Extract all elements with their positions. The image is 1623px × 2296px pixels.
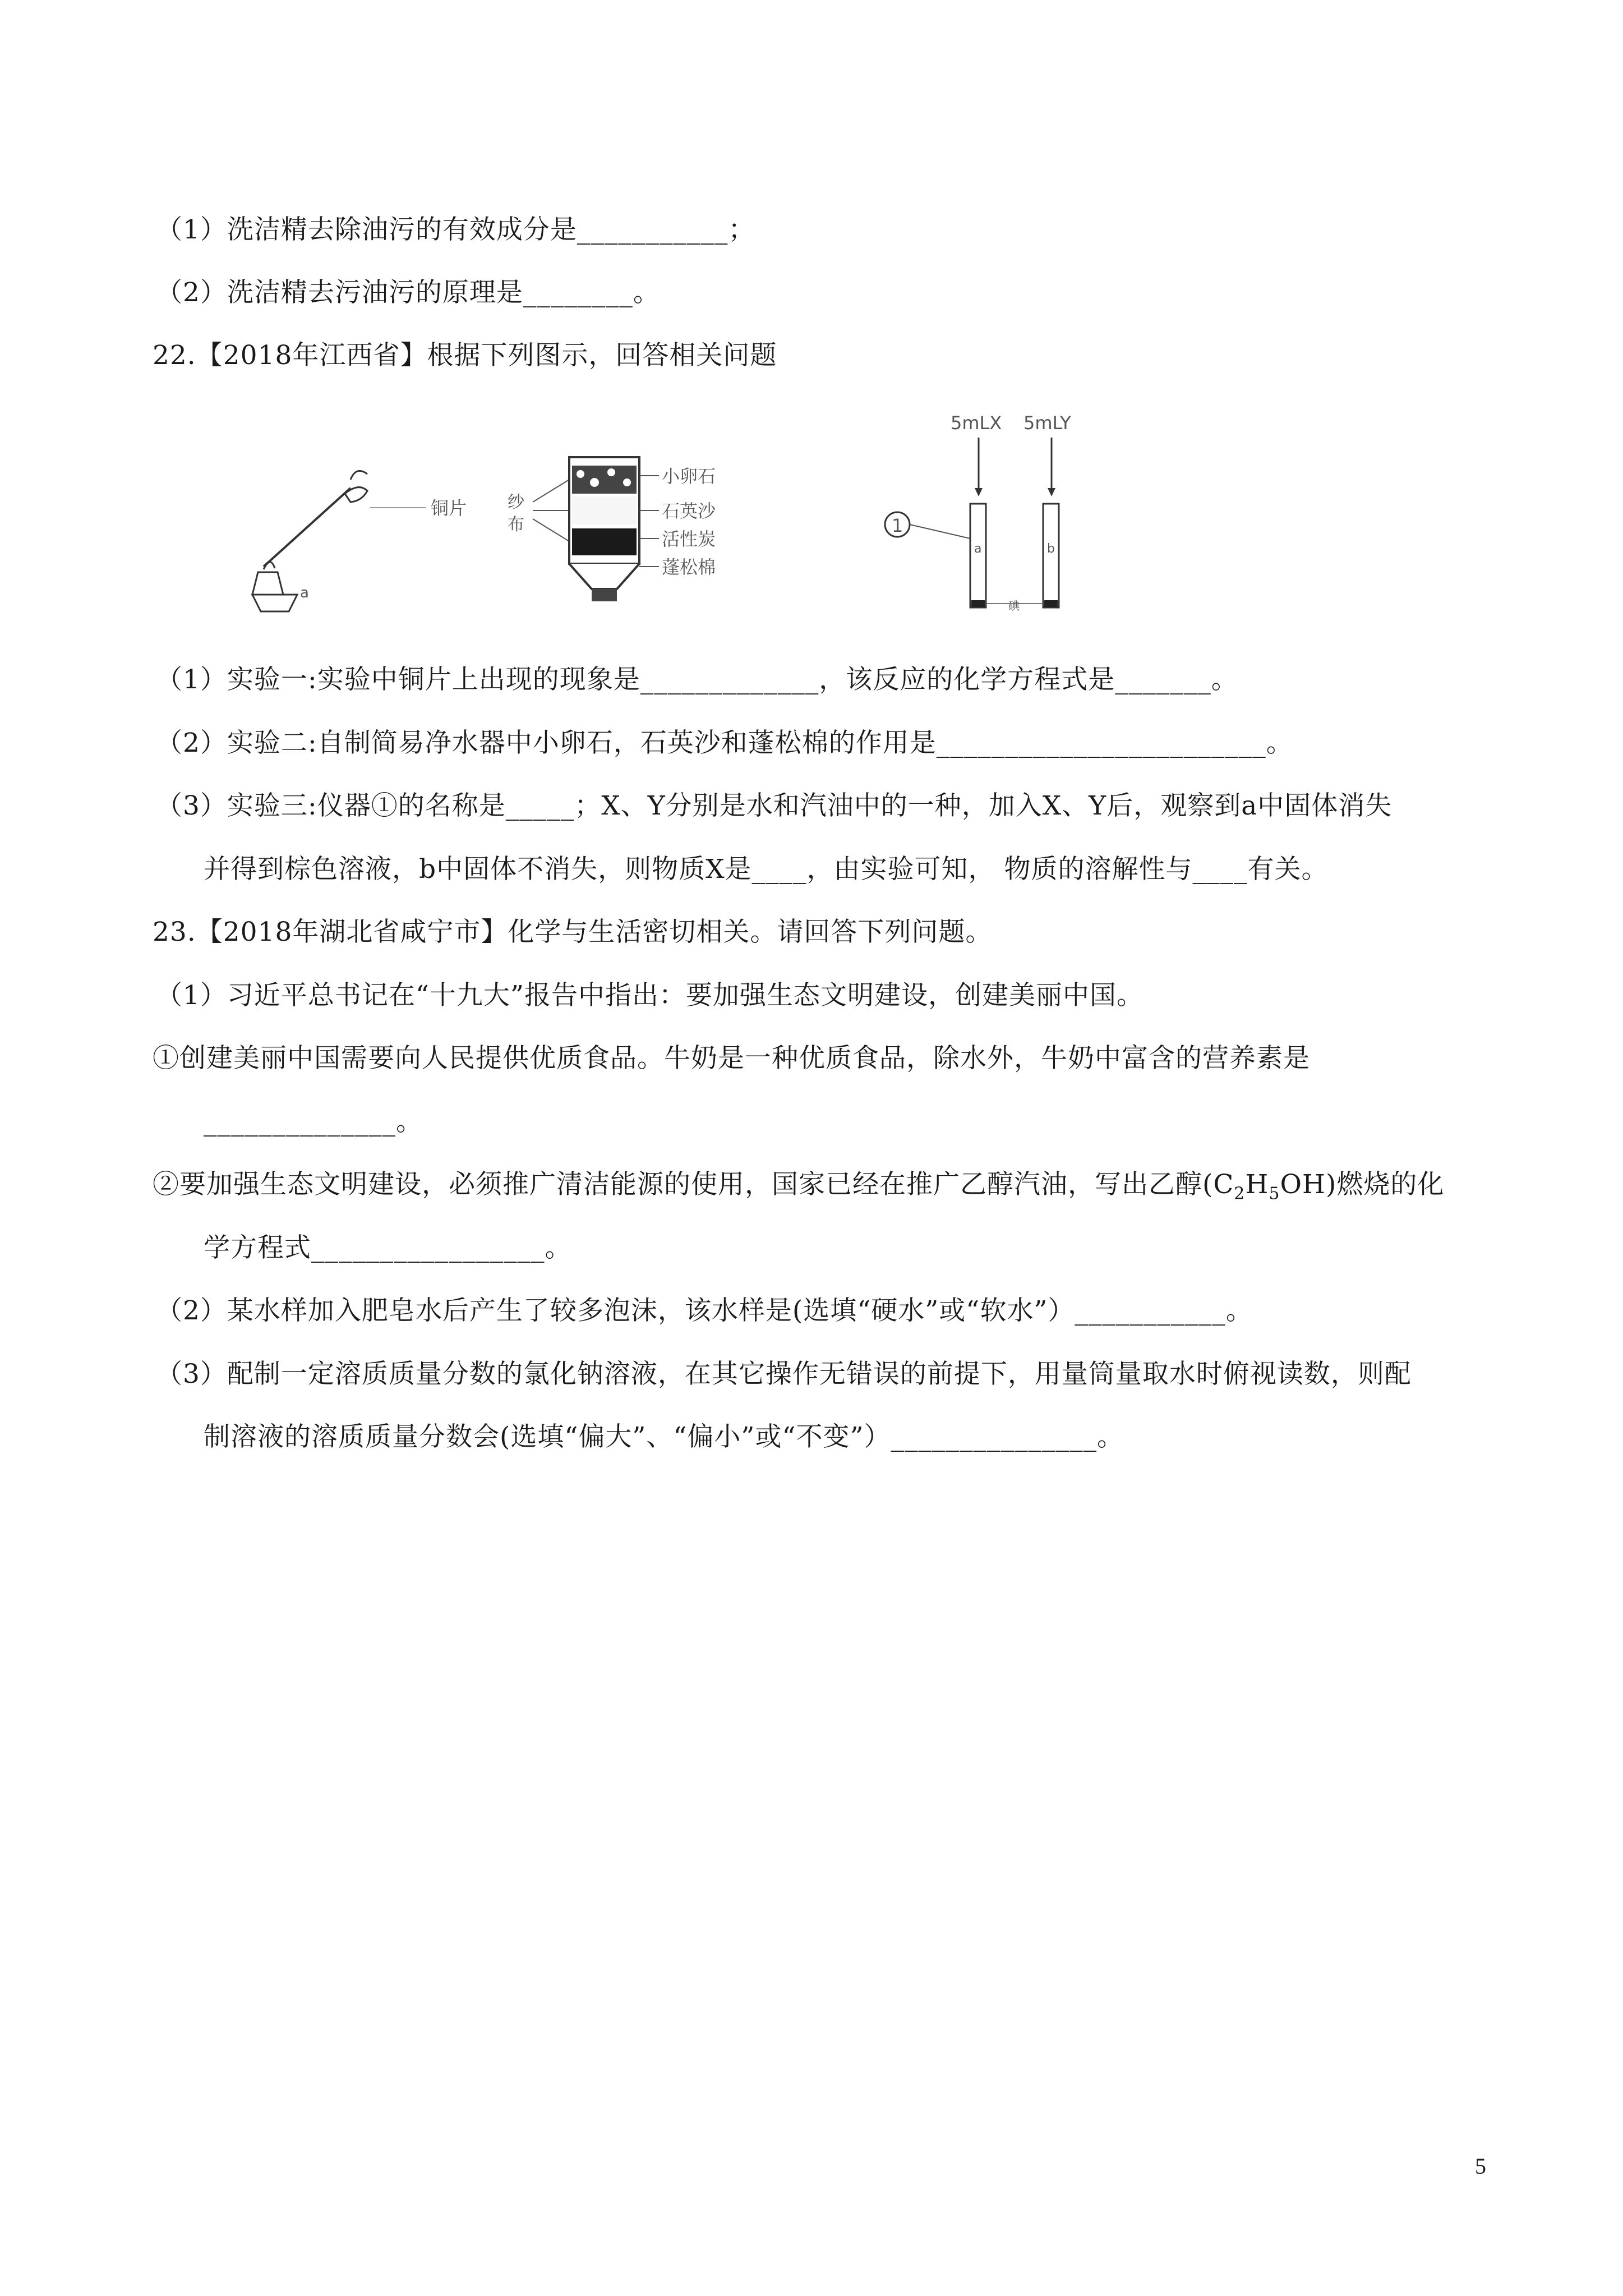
label-5mly: 5mLY	[1023, 412, 1071, 434]
gauze-label-1: 纱	[508, 493, 524, 512]
q22-title: 22.【2018年江西省】根据下列图示，回答相关问题	[153, 340, 777, 371]
q23-part1-sub1-blank: ______________。	[204, 1106, 423, 1137]
iodine-label: 碘	[1008, 599, 1020, 613]
layer-activated-carbon: 活性炭	[662, 528, 716, 550]
q23-part3-cont: 制溶液的溶质质量分数会(选填“偏大”、“偏小”或“不变”）_______________。	[204, 1421, 1124, 1452]
q22-part3-cont: 并得到棕色溶液，b中固体不消失，则物质X是____，由实验可知， 物质的溶解性与____有关。	[204, 854, 1329, 885]
q22-part2: （2）实验二:自制简易净水器中小卵石，石英沙和蓬松棉的作用是________________________。	[156, 728, 1293, 758]
q23-part1-sub2: ②要加强生态文明建设，必须推广清洁能源的使用，国家已经在推广乙醇汽油，写出乙醇$(C_2H_5OH)$燃烧的化	[153, 1169, 1445, 1204]
figure-test-tubes	[885, 412, 1071, 613]
layer-pebbles: 小卵石	[662, 466, 716, 487]
q22-part3: （3）实验三:仪器①的名称是_____；X、Y分别是水和汽油中的一种，加入X、Y后，观察到a中固体消失	[156, 790, 1393, 821]
label-a: a	[300, 585, 309, 601]
layer-quartz-sand: 石英沙	[662, 500, 716, 522]
tube-a-label: a	[974, 542, 982, 556]
q23-part1-sub1: ①创建美丽中国需要向人民提供优质食品。牛奶是一种优质食品，除水外，牛奶中富含的营养素是	[153, 1043, 1310, 1074]
figure-copper-heating	[252, 471, 467, 611]
copper-sheet-label: 铜片	[431, 498, 467, 519]
tube-b-label: b	[1047, 542, 1055, 556]
q21-part2: （2）洗洁精去污油污的原理是________。	[156, 277, 660, 308]
figure-water-purifier	[508, 457, 716, 601]
gauze-label-2: 布	[508, 515, 524, 535]
page-number: 5	[1475, 2154, 1486, 2179]
q22-figures	[241, 404, 1138, 628]
q23-part2: （2）某水样加入肥皂水后产生了较多泡沫，该水样是(选填“硬水”或“软水”）___________。	[156, 1295, 1253, 1326]
q23-title: 23.【2018年湖北省咸宁市】化学与生活密切相关。请回答下列问题。	[153, 917, 993, 947]
q21-part1: （1）洗洁精去除油污的有效成分是___________；	[156, 214, 755, 245]
circle-label: 1	[892, 515, 903, 536]
layer-cotton: 蓬松棉	[662, 556, 716, 578]
q23-part3: （3）配制一定溶质质量分数的氯化钠溶液，在其它操作无错误的前提下，用量筒量取水时俯视读数，则配	[156, 1359, 1412, 1389]
q23-part1-sub2-cont: 学方程式_________________。	[204, 1232, 572, 1263]
q23-part1: （1）习近平总书记在“十九大”报告中指出：要加强生态文明建设，创建美丽中国。	[156, 980, 1144, 1011]
q22-part1: （1）实验一:实验中铜片上出现的现象是_____________，该反应的化学方程式是_______。	[156, 664, 1238, 695]
label-5mlx: 5mLX	[951, 412, 1002, 434]
